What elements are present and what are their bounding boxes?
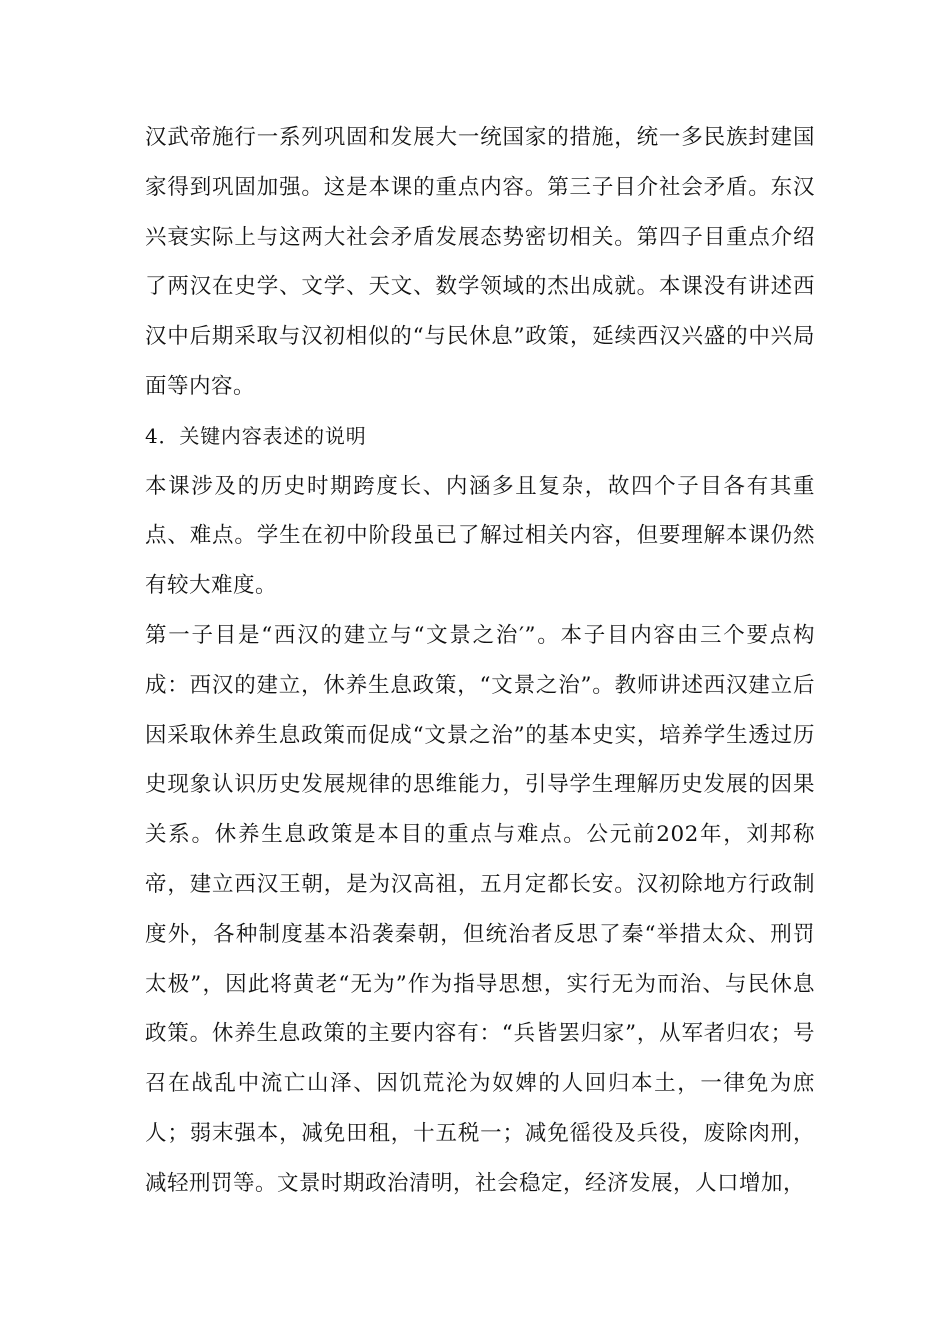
paragraph-2: 本课涉及的历史时期跨度长、内涵多且复杂，故四个子目各有其重点、难点。学生在初中阶段虽已了解过相关内容，但要理解本课仍然有较大难度。 [145, 473, 815, 599]
paragraph-3: 第一子目是“西汉的建立与“文景之治′”。本子目内容由三个要点构成：西汉的建立，休养生息政策，“文景之治”。教师讲述西汉建立后因采取休养生息政策而促成“文景之治”的基本史实，培养学生透过历史现象认识历史发展规律的思维能力，引导学生理解历史发展的因果关系。休养生息政策是本目的重点与难点。公元前202年，刘邦称帝，建立西汉王朝，是为汉高祖，五月定都长安。汉初除地方行政制度外，各种制度基本沿袭秦朝，但统治者反思了秦“举措太众、刑罚太极”，因此将黄老“无为”作为指导思想，实行无为而治、与民休息政策。休养生息政策的主要内容有：“兵皆罢归家”，从军者归农；号召在战乱中流亡山泽、因饥荒沦为奴婢的人回归本土，一律免为庶人；弱末强本，减免田租，十五税一；减免徭役及兵役，废除肉刑，减轻刑罚等。文景时期政治清明，社会稳定，经济发展，人口增加， [145, 622, 815, 1196]
section-heading-4: 4．关键内容表述的说明 [145, 423, 367, 448]
document-body [145, 113, 815, 1209]
paragraph-1: 汉武帝施行一系列巩固和发展大一统国家的措施，统一多民族封建国家得到巩固加强。这是本课的重点内容。第三子目介社会矛盾。东汉兴衰实际上与这两大社会矛盾发展态势密切相关。第四子目重点介绍了两汉在史学、文学、天文、数学领域的杰出成就。本课没有讲述西汉中后期采取与汉初相似的“与民休息”政策，延续西汉兴盛的中兴局面等内容。 [145, 125, 815, 399]
